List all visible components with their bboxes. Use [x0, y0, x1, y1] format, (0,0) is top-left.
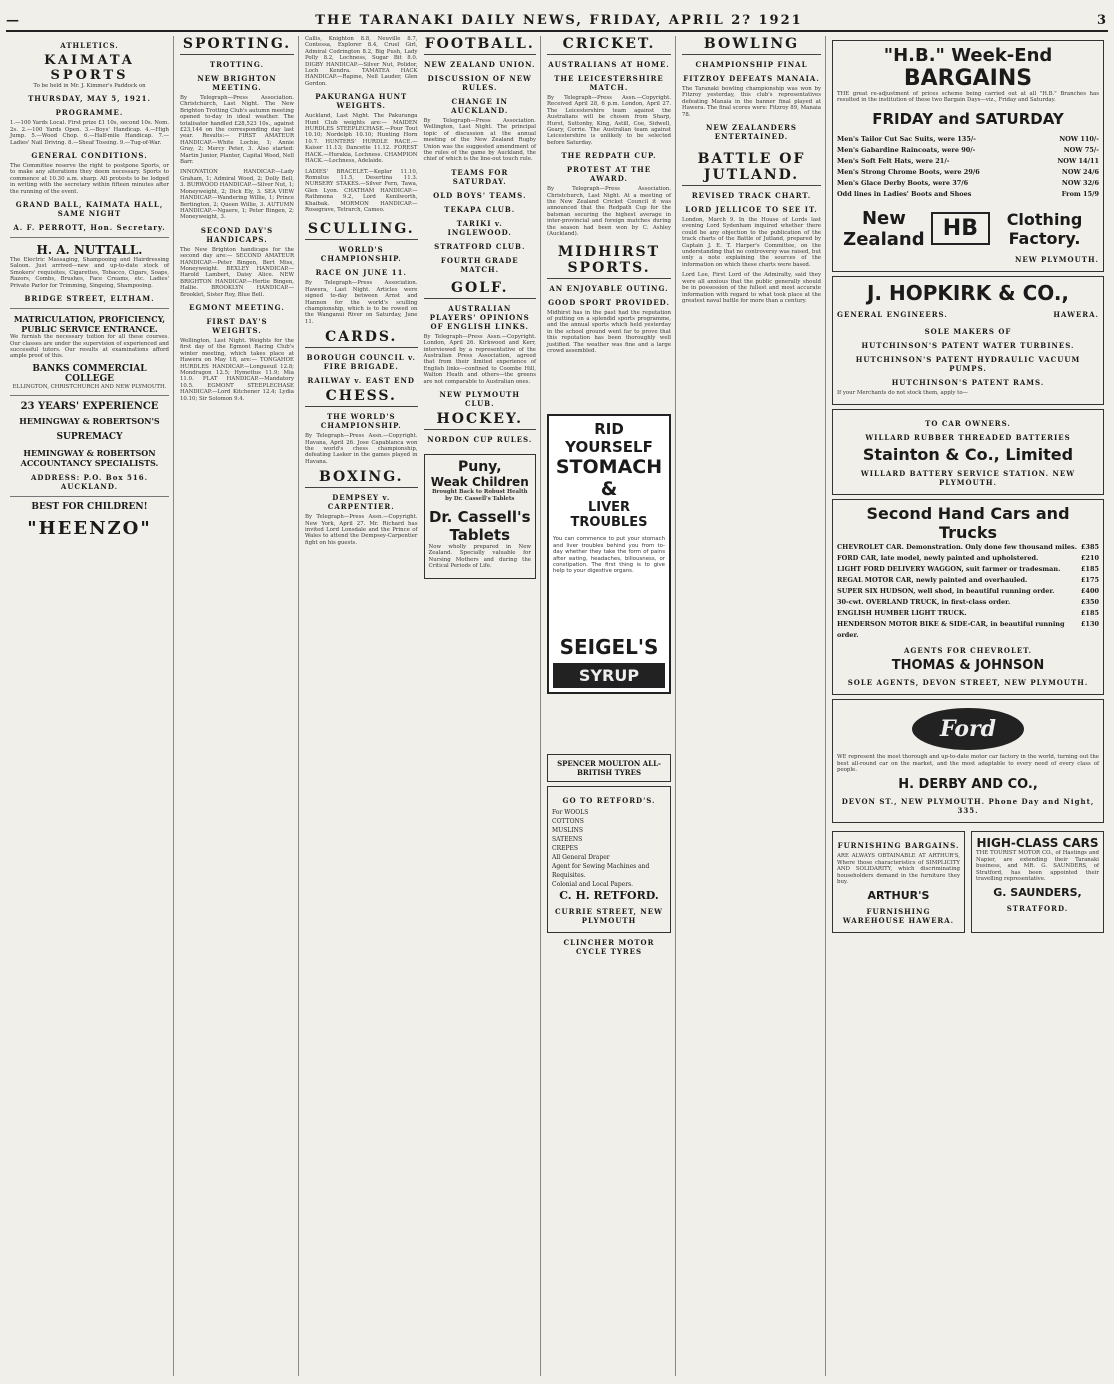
bargain-item: Men's Tailor Cut Sac Suits, were 135/- [837, 134, 976, 143]
chess-heading: CHESS. [305, 388, 418, 407]
banks-college: BANKS COMMERCIAL COLLEGE [32, 363, 147, 384]
bargain-item: Odd lines in Ladies' Boots and Shoes [837, 189, 972, 198]
column-6 [828, 36, 1108, 1376]
new-rules-sub: DISCUSSION OF NEW RULES. [427, 74, 532, 92]
derby: H. DERBY AND CO., [898, 777, 1038, 793]
car-price: £130 [1080, 620, 1099, 629]
hopkirk-title: J. HOPKIRK & CO., [866, 280, 1070, 305]
puny-title: Puny, [457, 459, 502, 476]
chess-text: By Telegraph—Press Assn.—Copyright. Havana, April 26. Jose Capablanca won the world's chess championship, defeating Lasker in the games played in Havana. [305, 433, 418, 465]
bowling-text: The Taranaki bowling championship was won by Fitzroy yesterday, this club's representatives defeating Manaia in the banner final played at Hawera. The final scores were: Fitzroy 89, Manaia 78. [682, 86, 821, 118]
car-item: LIGHT FORD DELIVERY WAGGON, suit farmer or tradesman. [837, 565, 1061, 574]
retford-item: CREPES [552, 844, 579, 852]
rid-yourself: RID YOURSELF [565, 420, 653, 457]
second-day-heading: SECOND DAY'S HANDICAPS. [200, 225, 274, 244]
football-text: By Telegraph—Press Association. Wellington, Last Night. The principal topic of discussion at the annual meeting of the New Zealand Rugby Union was the suggested amendment of the rules of the game by Auckland, the chief of which is the line-out touch rule. [423, 118, 536, 163]
car-item: CHEVROLET CAR. Demonstration. Only done few thousand miles. [837, 543, 1077, 552]
bargain-row [837, 178, 1099, 189]
syrup: SYRUP [553, 663, 665, 688]
general-engineers: GENERAL ENGINEERS. [837, 309, 948, 319]
retford-item: SATEENS [552, 835, 583, 843]
boxing-heading: BOXING. [305, 469, 418, 488]
clincher-heading: CLINCHER MOTOR CYCLE TYRES [563, 937, 655, 956]
boxing-text: By Telegraph—Press Assn.—Copyright. New York, April 27. Mr. Richard has invited Lord Lonsdale and the Prince of Wales to attend the Dempsey-Carpentier fight on his guests. [305, 514, 418, 546]
masthead [6, 10, 1108, 32]
midhirst-heading: MIDHIRST SPORTS. [547, 244, 671, 279]
auckland-sub: CHANGE IN AUCKLAND. [451, 97, 509, 115]
sole-makers: SOLE MAKERS OF [924, 326, 1012, 336]
sculling-sub: WORLD'S CHAMPIONSHIP. [320, 245, 402, 264]
hutch-1: HUTCHINSON'S PATENT WATER TURBINES. [861, 340, 1075, 350]
bargain-price: NOW 24/6 [1061, 167, 1099, 176]
cassell-name: Dr. Cassell's [428, 507, 531, 526]
cassell-tagline: Brought Back to Robust Health by Dr. Cassell's Tablets [431, 489, 528, 502]
bargain-item: Men's Glace Derby Boots, were 37/6 [837, 178, 969, 187]
bargain-price: NOW 32/6 [1061, 178, 1099, 187]
jutland-text-2: Lord Lee, First Lord of the Admiralty, said they were all anxious that the public generally should be in possession of the fullest and most accurate information with regard to what took place at the greatest naval battle for more than a century. [682, 272, 821, 304]
car-item: ENGLISH HUMBER LIGHT TRUCK. [837, 609, 967, 618]
programme-text: 1.—100 Yards Local. First prize £1 10s, second 10s. Nom. 2s. 2.—100 Yards Open. 3.—Boys' Handicap. 4.—High Jump. 5.—Wood Chop. 6.—Half-mile Handicap. 7.—Ladies' Nail Driving. 8.—Sheaf Tossing. 9.—Tug-of-War. [10, 120, 169, 146]
grand-ball: GRAND BALL, KAIMATA HALL, SAME NIGHT [15, 200, 164, 219]
hb-text: THE great re-adjustment of prices scheme being carried out at all "H.B." Branches has resulted in the institution of these two Bargain Days—viz., Friday and Saturday. [837, 91, 1099, 104]
car-price: £385 [1080, 543, 1099, 552]
cricket-text: By Telegraph—Press Assn.—Copyright. Received April 28, 6 p.m. London, April 27. The Leicestershire team against the Australians will be chosen from Sharp, Hurst, Suttonby, King, Astill, Coe, Sidwell, Geary, Corrie. The Australian team against Leicestershire is unlikely to be selected before Saturday. [547, 95, 671, 146]
secretary-sign: A. F. PERROTT, Hon. Secretary. [13, 223, 166, 233]
supremacy: SUPREMACY [56, 432, 123, 443]
derby-sub: DEVON ST., NEW PLYMOUTH. Phone Day and Night, 335. [841, 797, 1095, 816]
high-class-text: THE TOURIST MOTOR CO., of Hastings and Napier, are extending their Taranaki business, and MR. G. SAUNDERS, of Stratford, has been appointed their travelling representative. [976, 850, 1099, 883]
bargain-price: From 15/9 [1061, 189, 1099, 198]
saunders-ad [971, 831, 1104, 933]
furnishing-text: ARE ALWAYS OBTAINABLE AT ARTHUR'S, Where those characteristics of SIMPLICITY AND SOLIDARITY, which discriminating householders demand in the furniture they buy. [837, 853, 960, 886]
retford-items [552, 808, 666, 889]
second-hand-ad [832, 499, 1104, 695]
car-item: REGAL MOTOR CAR, newly painted and overhauled. [837, 576, 1028, 585]
stomach-text: STOMACH & [555, 456, 663, 501]
bargain-price: NOW 75/- [1063, 145, 1099, 154]
ford-ad [832, 699, 1104, 823]
redpath-sub: PROTEST AT THE AWARD. [566, 165, 652, 184]
retford-item: MUSLINS [552, 826, 584, 834]
chess-sub: THE WORLD'S CHAMPIONSHIP. [320, 412, 402, 431]
heenzo: "HEENZO" [27, 518, 152, 540]
clothing-factory: Clothing Factory. [1006, 209, 1083, 248]
golf-heading: GOLF. [424, 280, 537, 299]
hb-logo-row [837, 208, 1099, 250]
hockey-heading: HOCKEY. [424, 411, 537, 430]
matric-title: MATRICULATION, PROFICIENCY, PUBLIC SERVICE ENTRANCE. [13, 314, 166, 335]
sporting-heading: SPORTING. [180, 36, 294, 55]
hutch-2: HUTCHINSON'S PATENT HYDRAULIC VACUUM PUMPS. [855, 354, 1081, 373]
car-row [837, 597, 1099, 608]
golf-sub: AUSTRALIAN PLAYERS' OPINIONS OF ENGLISH LINKS. [429, 303, 530, 331]
thomas-johnson: THOMAS & JOHNSON [891, 658, 1045, 674]
jutland-sub-1: REVISED TRACK CHART. [691, 191, 812, 201]
boxing-sub: DEMPSEY v. CARPENTIER. [327, 493, 395, 512]
cassell-ad [424, 454, 537, 578]
willard: WILLARD RUBBER THREADED BATTERIES [865, 433, 1071, 443]
stainton: Stainton & Co., Limited [862, 445, 1074, 465]
retford-heading: GO TO RETFORD'S. [562, 795, 656, 805]
cassell-text: Now wholly prepared in New Zealand. Specially valuable for Nursing Mothers and during the Critical Periods of Life. [428, 543, 531, 570]
newspaper-title: THE TARANAKI DAILY NEWS, FRIDAY, APRIL 2? 1921 [315, 12, 803, 28]
retford-ad [547, 786, 671, 933]
car-row [837, 553, 1099, 564]
jutland-text-1: London, March 9. In the House of Lords last evening Lord Sydenham inquired whether there could be any objection to the publication of the track charts of the Battle of Jutland, prepared by Captain J. E. T. Harper's Committee, on the understanding that no controversy was raised, but only a note explaining the sources of the information on which these charts were based. [682, 217, 821, 268]
hb-logo: HB [931, 212, 990, 245]
masthead-left: — [6, 12, 21, 28]
retford-item: COTTONS [552, 817, 584, 825]
bargain-price: NOW 110/- [1059, 134, 1099, 143]
bargain-item: Men's Gabardine Raincoats, were 90/- [837, 145, 976, 154]
car-price: £185 [1080, 609, 1099, 618]
ford-logo: Ford [912, 708, 1024, 750]
programme-heading: PROGRAMME. [55, 108, 124, 118]
stratford-heading: STRATFORD CLUB. [434, 241, 526, 251]
cards-sub: BOROUGH COUNCIL v. FIRE BRIGADE. [306, 353, 416, 372]
egmont-text: Wellington, Last Night. Weights for the first day of the Egmont Racing Club's winter meeting, which takes place at Hawera on May 18, are:— TONGAHOE HURDLES HANDICAP.—Longueuil 12.8; Mondragon 12.5; Hymettus 11.9; Mia 11.0. FLAT HANDICAP.—Mandatory 10.5. EGMONT STEEPLECHASE HANDICAP.—Lord Kitchener 12.4; Lydia 10.10; Sir Solomon 9.4. [180, 337, 294, 402]
cricket-sub-1: AUSTRALIANS AT HOME. [548, 60, 670, 69]
cards-heading: CARDS. [305, 329, 418, 348]
bottom-ads [832, 827, 1104, 937]
kaimata-sports-title: KAIMATA SPORTS [44, 53, 135, 83]
car-owners: TO CAR OWNERS. [925, 419, 1011, 429]
trotting-heading: TROTTING. [209, 60, 265, 69]
saunders-name: G. SAUNDERS, [993, 886, 1082, 900]
second-day-text: The New Brighton handicaps for the second day are:— SECOND AMATEUR HANDICAP.—Peter Bingen, Bert Miss, Moneyweight. BEXLEY HANDICAP.—Harold Lambert, Daisy Alice. NEW BRIGHTON HANDICAP.—Hertie Bingen, Hallie. BROOKLYN HANDICAP.—Brooklet, Sister Roy, Blue Bell. [180, 246, 294, 298]
jutland-sub-2: LORD JELLICOE TO SEE IT. [685, 205, 818, 215]
hockey-sub: NORDON CUP RULES. [427, 435, 533, 445]
column-3b [424, 36, 537, 583]
conditions-text: The Committee reserve the right to postpone Sports, or to make any alterations they deem necessary. Sports to commence at 10.30 a.m. sharp. All protests to be lodged in writing with the secretary within fifteen minutes after the running of the event. [10, 163, 169, 195]
bargain-row [837, 189, 1099, 200]
hemingway-address: ADDRESS: P.O. Box 516. AUCKLAND. [30, 473, 149, 492]
furnishing-title: FURNISHING BARGAINS. [837, 841, 960, 851]
sculling-heading: SCULLING. [305, 221, 418, 240]
column-1 [6, 36, 174, 1376]
car-price: £210 [1080, 554, 1099, 563]
nb-meeting-heading: NEW BRIGHTON MEETING. [197, 74, 277, 92]
sculling-sub-2: RACE ON JUNE 11. [315, 268, 407, 278]
bargain-item: Men's Strong Chrome Boots, were 29/6 [837, 167, 980, 176]
car-row [837, 619, 1099, 641]
kaimata-date: THURSDAY, MAY 5, 1921. [28, 94, 151, 104]
column-4 [543, 36, 676, 1376]
np-club-heading: NEW PLYMOUTH CLUB. [439, 390, 521, 409]
seigel-text: You can commence to put your stomach and liver troubles behind you from to-day whether they take the form of pains after eating, headaches, biliousness, or constipation. The first thing is to give help to your digestive organs. [553, 536, 665, 575]
car-row [837, 586, 1099, 597]
weak-children: Weak Children [430, 475, 529, 490]
first-weights-heading: FIRST DAY'S WEIGHTS. [206, 316, 268, 335]
car-item: SUPER SIX HUDSON, well shod, in beautiful running order. [837, 587, 1055, 596]
bargain-price: NOW 14/11 [1057, 156, 1099, 165]
arthur-sub: FURNISHING WAREHOUSE HAWERA. [842, 907, 955, 926]
tekapa-heading: TEKAPA CLUB. [444, 204, 516, 214]
hb-np: NEW PLYMOUTH. [1015, 254, 1099, 264]
seigel-ad [547, 414, 671, 693]
cricket-heading: CRICKET. [547, 36, 671, 55]
thomas-sub: SOLE AGENTS, DEVON STREET, NEW PLYMOUTH. [847, 678, 1089, 688]
retford-item: All General Draper [552, 853, 610, 861]
new-zealand: New Zealand [843, 207, 925, 250]
trotting-text-1: By Telegraph—Press Association. Christchurch, Last Night. The New Brighton Trotting Club's autumn meeting opened to-day in ideal weather. The totalisator handled £28,523 10s., against £23,144 on the corresponding day last year. Results:— FIRST AMATEUR HANDICAP.—White Lochie, 1; Annie Gray, 2; Mercy Peter, 3. Also started: Martin Junior, Planter, Capital Wood, Nell Barr. [180, 95, 294, 166]
redpath-heading: THE REDPATH CUP. [561, 151, 657, 161]
fourth-grade-heading: FOURTH GRADE MATCH. [440, 255, 519, 274]
car-price: £350 [1080, 598, 1099, 607]
nz-union-sub: NEW ZEALAND UNION. [424, 60, 536, 69]
athletics-heading: ATHLETICS. [60, 41, 119, 50]
redpath-text: By Telegraph—Press Association. Christchurch, Last Night. At a meeting of the New Zealand Cricket Council it was announced that the Redpath Cup for the batsman securing the highest average in inter-provincial and foreign matches during the season had been won by C. Ashley (Auckland). [547, 186, 671, 238]
hopkirk-sub [837, 305, 1099, 322]
column-5 [678, 36, 826, 1376]
friday-saturday: FRIDAY and SATURDAY [872, 109, 1064, 128]
agents-chevrolet: AGENTS FOR CHEVROLET. [903, 646, 1033, 656]
pakuranga-text: Auckland, Last Night. The Pakuranga Hunt Club weights are:— MAIDEN HURDLES STEEPLECHASE.—Pour Tout 10.10; Nordelph 10.10; Hunting Horn 10.7. HUNTERS' HURDLE RACE.—Kaiser 11.13; Dancette 11.12. FOREST HACK.—Hurakia, Lochness. CHAMPION HACK.—Lochness, Adelaide. [305, 113, 418, 165]
retford-item: Agent for Sewing Machines and Requisites. [552, 862, 650, 879]
arthur-name: ARTHUR'S [867, 889, 930, 903]
best-for-children: BEST FOR CHILDREN! [31, 502, 148, 513]
bargain-item: Men's Soft Felt Hats, were 21/- [837, 156, 950, 165]
second-hand-title: Second Hand Cars and Trucks [866, 504, 1070, 543]
seigels: SEIGEL'S [559, 634, 659, 659]
car-row [837, 575, 1099, 586]
railway-sub: RAILWAY v. EAST END [307, 376, 415, 386]
cassell-tablets: Tablets [449, 525, 511, 544]
hb-title: "H.B." Week-End [883, 45, 1053, 66]
ford-logo-wrap [837, 708, 1099, 750]
golf-text: By Telegraph—Press Assn.—Copyright. London, April 26. Kirkwood and Kerr, interviewed by a representative of the Australian Press Association, agreed that from their limited experience of English links—confined to Coombe Hill, Walton Heath and others—the greens are not comparable to Australian ones. [423, 333, 536, 385]
bowling-heading: BOWLING [682, 36, 821, 55]
midhirst-sub-2: GOOD SPORT PROVIDED. [548, 297, 670, 307]
kaimata-line: To be held in Mr. J. Kimmer's Paddock on [33, 83, 146, 89]
hopkirk-hawera: HAWERA. [1053, 309, 1099, 319]
bargain-row [837, 156, 1099, 167]
hemingway-specialists: HEMINGWAY & ROBERTSON ACCOUNTANCY SPECIALISTS. [20, 448, 159, 469]
spencer-ad: SPENCER MOULTON ALL-BRITISH TYRES [547, 754, 671, 782]
hutch-4: If your Merchants do not stock them, apply to— [837, 389, 968, 396]
arthur-ad [832, 831, 965, 933]
matric-text: We furnish the necessary tuition for all these courses. Our classes are under the supervision of experienced and successful tutors. Our results at examinations afford ample proof of this. [10, 334, 169, 360]
trotting-text-2: INNOVATION HANDICAP.—Lady Graham, 1; Admiral Wood, 2; Dolly Bell, 3. BURWOOD HANDICAP.—Silver Nut, 1; Moneyweight, 2; Dick Ely, 3. SEA VIEW HANDICAP.—Wandering Willie, 1; Prince Bertington, 2; Queen Willie, 3. AUTUMN HANDICAP.—Ngaere, 1; Peter Bingen, 2; Moneyweight, 3. [180, 169, 294, 221]
car-row [837, 542, 1099, 553]
bowling-sub-1: CHAMPIONSHIP FINAL [695, 60, 808, 69]
retford-item: Colonial and Local Papers. [552, 880, 634, 888]
high-class-cars: HIGH-CLASS CARS [976, 836, 1099, 851]
car-row [837, 608, 1099, 619]
nuttall-text: The Electric Massaging, Shampooing and Hairdressing Saloon. Just arrived—new and up-to-date stock of Smokers' requisites, Cigarettes, Tobacco, Cigars, Soaps, Razors, Combs, Brushes, Face Creams, etc. Ladies' Private Parlor for Trimming, Singeing, Shampooing. [10, 257, 169, 289]
liver-text: LIVER TROUBLES [570, 500, 648, 531]
car-item: HENDERSON MOTOR BIKE & SIDE-CAR, in beautiful running order. [837, 620, 1065, 640]
retford-address: CURRIE STREET, NEW PLYMOUTH [554, 906, 664, 925]
stainton-sub: WILLARD BATTERY SERVICE STATION. NEW PLYMOUTH. [860, 469, 1076, 488]
racing-text-2: LADIES' BRACELET.—Keplar 11.10, Romulus 11.5, Desertina 11.3. NURSERY STAKES.—Silver Fern, Tawa, Glen Lyon. CHATHAM HANDICAP.—Rathmona 9.2, Lord Kenilworth, Khaibak. MORMON HANDICAP.—Rosegrave, Tetrarch, Cameo. [305, 168, 418, 213]
bowling-sub-2: FITZROY DEFEATS MANAIA. [683, 74, 820, 83]
cricket-sub-2: THE LEICESTERSHIRE MATCH. [554, 74, 664, 92]
retford-name: C. H. RETFORD. [559, 888, 659, 902]
nz-entertained: NEW ZEALANDERS ENTERTAINED. [706, 123, 797, 142]
egmont-heading: EGMONT MEETING. [189, 302, 285, 312]
car-item: FORD CAR, late model, newly painted and upholstered. [837, 554, 1039, 563]
saunders-sub: STRATFORD. [1006, 904, 1069, 914]
column-2 [176, 36, 299, 1376]
sculling-text: By Telegraph—Press Association. Hawera, Last Night. Articles were signed to-day between Arnst and Hannon for the world's sculling championship, which is to be rowed on the Wanganui River on Saturday, June 11. [305, 280, 418, 325]
car-row [837, 564, 1099, 575]
car-price: £400 [1080, 587, 1099, 596]
retford-item: For WOOLS [552, 808, 589, 816]
conditions-heading: GENERAL CONDITIONS. [31, 151, 148, 161]
years-experience: 23 YEARS' EXPERIENCE [20, 401, 159, 413]
bargain-row [837, 145, 1099, 156]
pakuranga-heading: PAKURANGA HUNT WEIGHTS. [315, 92, 408, 111]
car-item: 30-cwt. OVERLAND TRUCK, in first-class order. [837, 598, 1011, 607]
car-owners-ad [832, 409, 1104, 495]
nuttall-title: H. A. NUTTALL. [36, 243, 143, 258]
midhirst-text: Midhirst has in the past had the reputation of putting on a splendid sports programme, and the annual sports which held yesterday in the school ground went far to prove that this reputation has been thoroughly well justified. The weather was fine and a large crowd assembled. [547, 309, 671, 354]
hutch-3: HUTCHINSON'S PATENT RAMS. [891, 377, 1045, 387]
hb-bargains-ad [832, 40, 1104, 272]
hb-bargains: BARGAINS [903, 66, 1033, 91]
old-boys-heading: OLD BOYS' TEAMS. [433, 190, 527, 200]
football-heading: FOOTBALL. [424, 36, 537, 55]
ford-text: WE represent the most thorough and up-to-date motor car factory in the world, turning out the best all-round car on the market, and the most adaptable to every need of every class of people. [837, 754, 1099, 774]
bargain-row [837, 134, 1099, 145]
bargain-row [837, 167, 1099, 178]
nuttall-address: BRIDGE STREET, ELTHAM. [24, 294, 155, 304]
banks-sub: ELLINGTON, CHRISTCHURCH AND NEW PLYMOUTH. [12, 383, 167, 390]
car-price: £175 [1080, 576, 1099, 585]
column-3a [305, 36, 418, 583]
jutland-heading: BATTLE OF JUTLAND. [682, 151, 821, 186]
racing-text-1: Callis, Knighton 8.8, Neuville 8.7, Contessa, Explorer 8.4, Cruel Girl, Admiral Codrington 8.2, Big Push, Lady Polly 8.2, Lochness, Sugar Bit 8.0. DIGBY HANDICAP.—Silver Nut, Polidor, Loch Kendra. TAMATEA HACK HANDICAP.—Rapine, Nell Lauder, Glen Gordon. [305, 36, 418, 87]
car-price: £185 [1080, 565, 1099, 574]
page-number: 3 [1096, 12, 1108, 28]
teams-heading: TEAMS FOR SATURDAY. [451, 167, 509, 186]
tariki-heading: TARIKI v. INGLEWOOD. [447, 218, 512, 237]
hopkirk-ad [832, 276, 1104, 405]
midhirst-sub-1: AN ENJOYABLE OUTING. [549, 283, 669, 293]
hemingway-title: HEMINGWAY & ROBERTSON'S [19, 416, 160, 427]
column-3 [301, 36, 541, 1376]
